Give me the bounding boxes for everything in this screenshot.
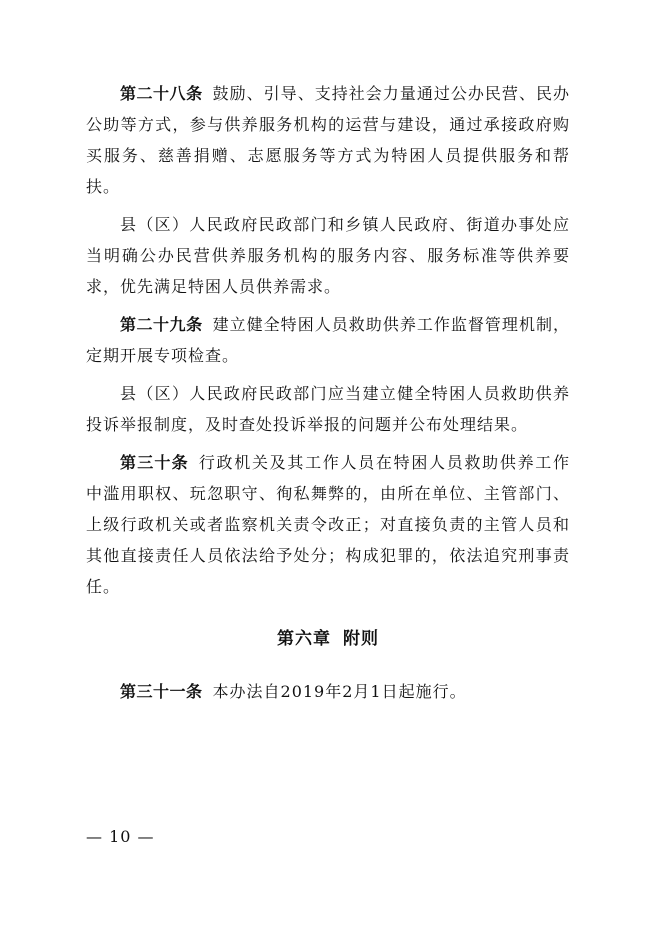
- chapter-heading: [86, 624, 570, 654]
- article-30-text: 行政机关及其工作人员在特困人员救助供养工作中滥用职权、玩忽职守、徇私舞弊的，由所在单位、主管部门、上级行政机关或者监察机关责令改正；对直接负责的主管人员和其他直接责任人员依法给予处分；构成犯罪的，依法追究刑事责任。: [86, 453, 570, 596]
- article-28-number: 第二十八条: [120, 84, 203, 103]
- chapter-title: 附则: [343, 629, 379, 649]
- article-31-paragraph: [86, 676, 570, 707]
- article-28-second-paragraph: [86, 209, 570, 302]
- article-30-paragraph: [86, 447, 570, 602]
- document-body: [86, 78, 570, 714]
- article-30-number: 第三十条: [120, 453, 189, 472]
- article-29-number: 第二十九条: [120, 315, 203, 334]
- article-29-second-text: 县（区）人民政府民政部门应当建立健全特困人员救助供养投诉举报制度，及时查处投诉举报的问题并公布处理结果。: [86, 384, 570, 434]
- article-29-second-paragraph: [86, 378, 570, 440]
- article-28-second-text: 县（区）人民政府民政部门和乡镇人民政府、街道办事处应当明确公办民营供养服务机构的服务内容、服务标准等供养要求，优先满足特困人员供养需求。: [86, 215, 570, 296]
- article-31-number: 第三十一条: [120, 682, 203, 701]
- page-number: — 10 —: [86, 827, 155, 846]
- article-28-text: 鼓励、引导、支持社会力量通过公办民营、民办公助等方式，参与供养服务机构的运营与建设，通过承接政府购买服务、慈善捐赠、志愿服务等方式为特困人员提供服务和帮扶。: [86, 84, 570, 196]
- article-29-text: 建立健全特困人员救助供养工作监督管理机制，定期开展专项检查。: [86, 315, 570, 365]
- article-28-paragraph: [86, 78, 570, 202]
- article-31-text: 本办法自2019年2月1日起施行。: [212, 682, 467, 701]
- chapter-number: 第六章: [277, 629, 331, 649]
- article-29-paragraph: [86, 309, 570, 371]
